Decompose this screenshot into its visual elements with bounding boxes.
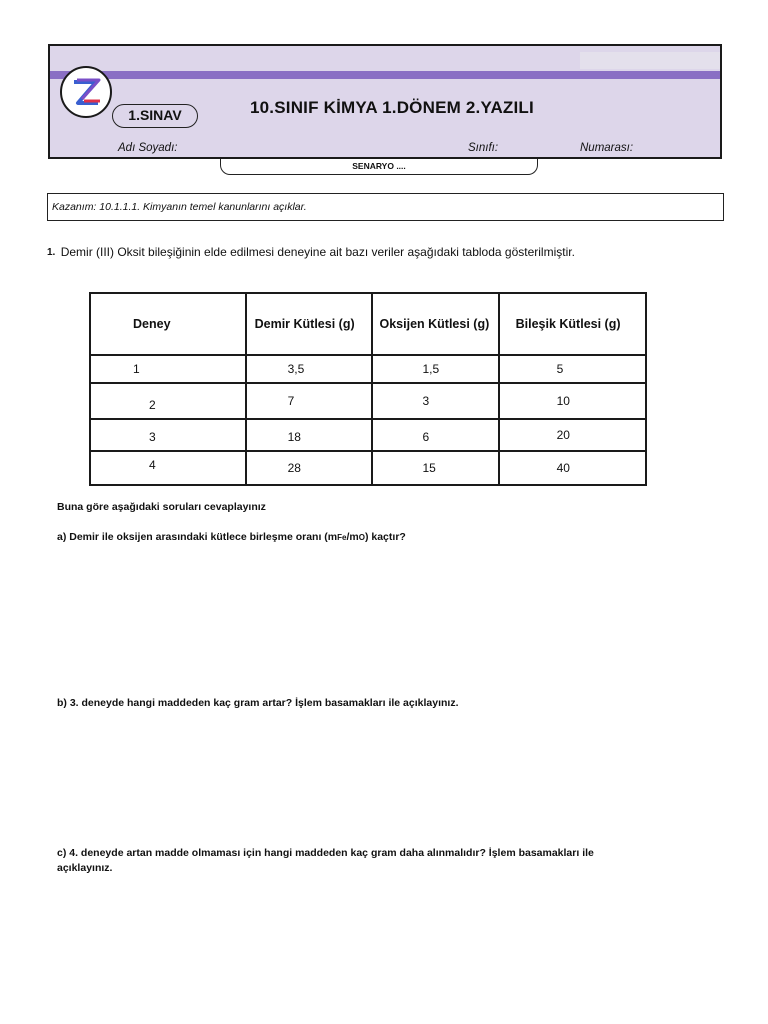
exam-number-badge: 1.SINAV [112, 104, 198, 128]
table-cell: 5 [499, 355, 646, 383]
question-a-sub-fe: Fe [337, 533, 347, 542]
table-cell: 3 [372, 383, 499, 419]
table-cell: 1 [90, 355, 246, 383]
learning-outcome: Kazanım: 10.1.1.1. Kimyanın temel kanunlarını açıklar. [47, 193, 724, 221]
question-b: b) 3. deneyde hangi maddeden kaç gram artar? İşlem basamakları ile açıklayınız. [57, 697, 459, 709]
question-1-text: Demir (III) Oksit bileşiğinin elde edilmesi deneyine ait bazı veriler aşağıdaki tabloda gösterilmiştir. [60, 245, 575, 259]
question-1-number: 1. [47, 247, 56, 258]
table-cell: 3 [90, 419, 246, 451]
table-cell: 15 [372, 451, 499, 485]
question-c-line1: c) 4. deneyde artan madde olmaması için hangi maddeden kaç gram daha alınmalıdır? İşlem basamakları ile [57, 847, 594, 859]
instructions: Buna göre aşağıdaki soruları cevaplayınız [57, 501, 266, 513]
table-header-cell: Deney [90, 293, 246, 355]
logo [60, 66, 112, 118]
table-cell: 3,5 [246, 355, 372, 383]
table-cell: 6 [372, 419, 499, 451]
table-row [90, 355, 646, 383]
table-cell: 18 [246, 419, 372, 451]
page-title: 10.SINIF KİMYA 1.DÖNEM 2.YAZILI [250, 98, 534, 117]
table-cell: 1,5 [372, 355, 499, 383]
table-cell: 4 [90, 451, 246, 485]
data-table [89, 292, 647, 486]
name-label: Adı Soyadı: [118, 142, 178, 154]
table-header-cell: Bileşik Kütlesi (g) [499, 293, 646, 355]
question-a-mid: /m [346, 531, 359, 543]
question-c-line2: açıklayınız. [57, 862, 113, 874]
header-light-band [580, 52, 720, 69]
table-cell: 40 [499, 451, 646, 485]
question-c [57, 846, 594, 876]
table-cell: 20 [499, 419, 646, 451]
question-a-suffix: ) kaçtır? [364, 531, 406, 543]
question-a [57, 530, 406, 545]
table-cell: 10 [499, 383, 646, 419]
logo-z-icon [62, 68, 110, 116]
table-row [90, 419, 646, 451]
table-row [90, 451, 646, 485]
table-row [90, 383, 646, 419]
question-a-sub-o: O [358, 533, 365, 542]
table-header-row [90, 293, 646, 355]
table-header-cell: Demir Kütlesi (g) [246, 293, 372, 355]
table-cell: 7 [246, 383, 372, 419]
number-label: Numarası: [580, 142, 634, 154]
header-stripe [50, 71, 720, 79]
class-label: Sınıfı: [468, 142, 499, 154]
table-header-cell: Oksijen Kütlesi (g) [372, 293, 499, 355]
scenario-tab: SENARYO .... [220, 159, 538, 175]
table-cell: 2 [90, 383, 246, 419]
question-1 [47, 245, 575, 259]
exam-header [48, 44, 722, 159]
question-a-prefix: a) Demir ile oksijen arasındaki kütlece birleşme oranı (m [57, 531, 338, 543]
table-cell: 28 [246, 451, 372, 485]
